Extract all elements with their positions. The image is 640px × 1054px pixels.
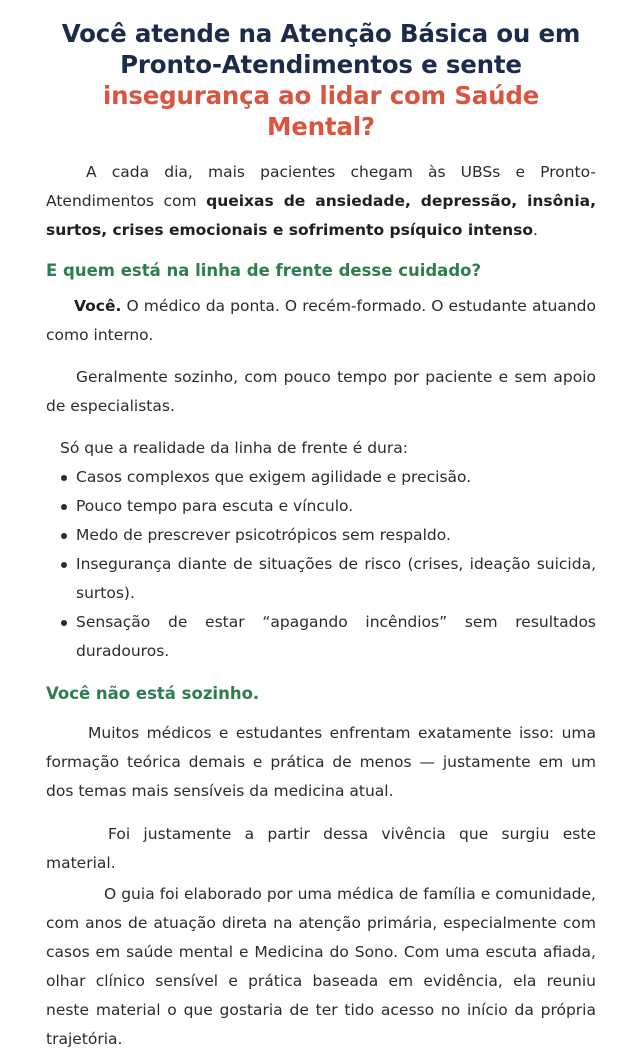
- you-bold-text: Você.: [74, 297, 122, 315]
- many-doctors-paragraph: Muitos médicos e estudantes enfrentam exatamente isso: uma formação teórica demais e prática de menos — justamente em um dos temas mais sensíveis da medicina atual.: [46, 724, 596, 800]
- headline-line-1: Você atende na Atenção Básica ou em: [61, 19, 581, 48]
- intro-text: A cada dia, mais pacientes chegam às UBSs e Pronto-Atendimentos com: [46, 163, 596, 210]
- headline: [46, 18, 596, 142]
- intro-paragraph: [46, 158, 596, 245]
- list-item: Pouco tempo para escuta e vínculo.: [76, 492, 596, 521]
- headline-line-3-highlight: insegurança ao lidar com Saúde Mental?: [102, 81, 540, 141]
- headline-line-2: Pronto-Atendimentos e sente: [120, 50, 522, 79]
- list-item: Sensação de estar “apagando incêndios” sem resultados duradouros.: [76, 608, 596, 666]
- alone-paragraph: Geralmente sozinho, com pouco tempo por paciente e sem apoio de especialistas.: [46, 368, 596, 415]
- origin-paragraph: Foi justamente a partir dessa vivência que surgiu este material.: [46, 825, 596, 872]
- challenges-list: [46, 463, 596, 666]
- author-paragraph: O guia foi elaborado por uma médica de família e comunidade, com anos de atuação direta na atenção primária, especialmente com casos em saúde mental e Medicina do Sono. Com uma escuta afiada, olhar clínico sensível e prática baseada em evidência, ela reuniu neste material o que gostaria de ter tido acesso no início da própria trajetória.: [46, 885, 596, 1048]
- you-text: O médico da ponta. O recém-formado. O estudante atuando como interno.: [46, 297, 596, 344]
- you-paragraph: [46, 292, 596, 350]
- reality-intro: Só que a realidade da linha de frente é dura:: [60, 439, 408, 457]
- section-heading-not-alone: Você não está sozinho.: [46, 684, 260, 703]
- section-heading-front-line: E quem está na linha de frente desse cuidado?: [46, 261, 482, 280]
- list-item: Insegurança diante de situações de risco (crises, ideação suicida, surtos).: [76, 550, 596, 608]
- intro-end: .: [533, 221, 538, 239]
- list-item: Medo de prescrever psicotrópicos sem respaldo.: [76, 521, 596, 550]
- intro-bold-text: queixas de ansiedade, depressão, insônia, surtos, crises emocionais e sofrimento psíquico intenso: [46, 192, 596, 239]
- list-item: Casos complexos que exigem agilidade e precisão.: [76, 463, 596, 492]
